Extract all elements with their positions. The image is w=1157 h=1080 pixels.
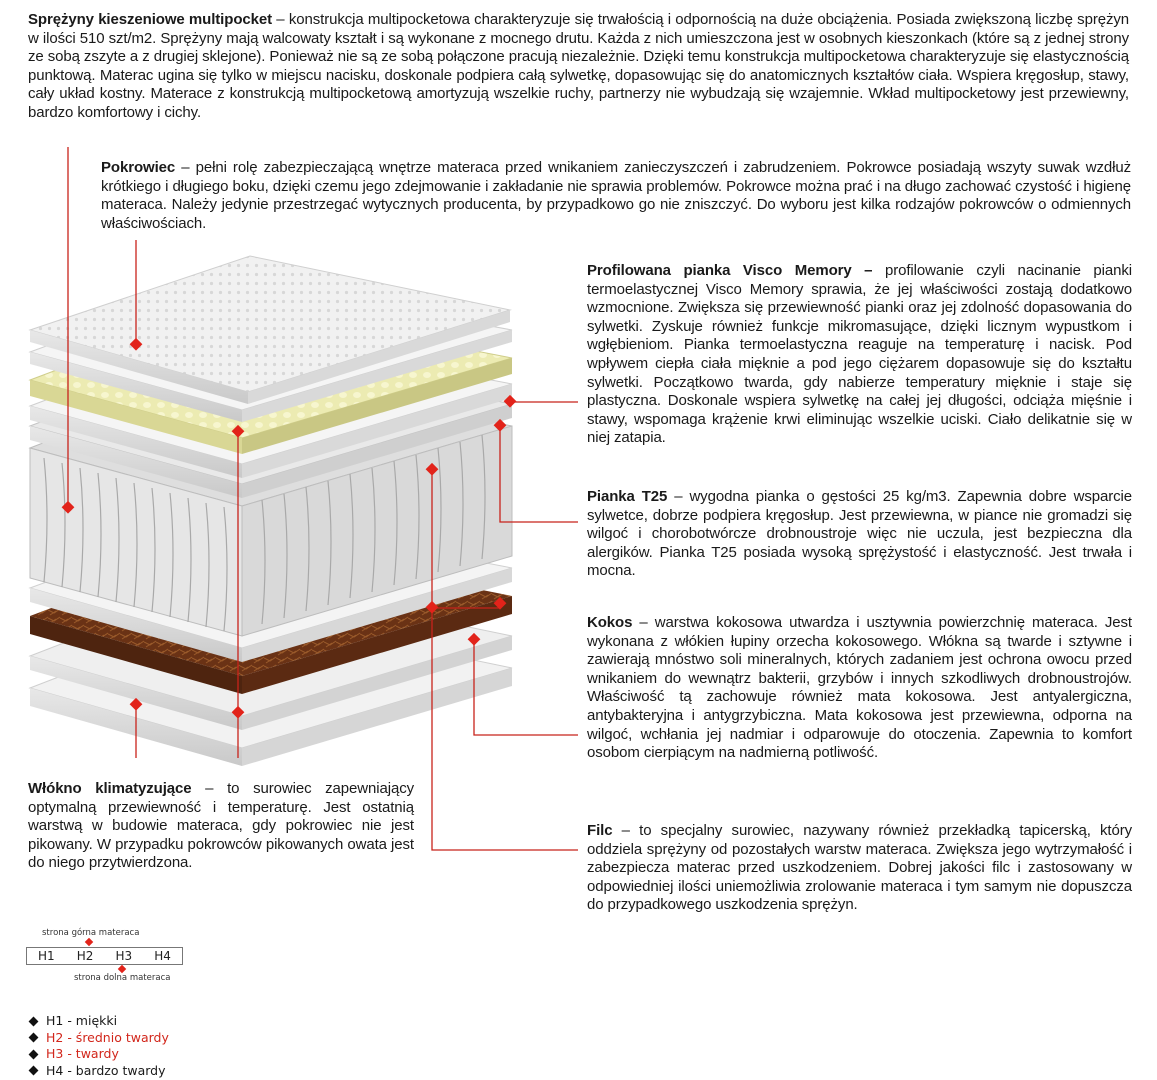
legend-item-h3 — [30, 1046, 169, 1063]
legend-label: H4 - bardzo twardy — [46, 1062, 166, 1078]
marker-felt-top — [426, 463, 439, 476]
coconut-text: – warstwa kokosowa utwardza i usztywnia powierzchnię materaca. Jest wykonana z włókien łupiny orzecha kokosowego. Włókna są twarde i sztywne i zawierają mnóstwo soli mineralnych, których zadaniem jest ochrona owocu przed wnikaniem do wewnątrz bakterii, grzybów i innych szkodliwych drobnoustrojów. Właściwość tą zachowuje również mata kokosowa. Jest antyalergiczna, antybakteryjna i antygrzybiczna. Mata kokosowa jest przewiewna, odporna na wilgoć, wchłania jej nadmiar i odparowuje do otoczenia. Zapewnia to komfort osobom cierpiącym na nadmierną potliwość. — [587, 614, 1132, 762]
t25-callout-line — [500, 426, 578, 522]
felt-text: – to specjalny surowiec, nazywany również przekładką tapicerską, który oddziela sprężyny od pozostałych warstw materaca. Zwiększa jego wytrzymałość i zabezpiecza materac przed uszkodzeniem. Dobrej jakości filc i zastosowany w odpowiedniej ilości uniemożliwia zrolowanie materaca i tym samym nie dopuszcza do przypadkowego uszkodzenia sprężyn. — [587, 822, 1132, 914]
mid-white-layer — [30, 278, 512, 422]
pocket-spring-core — [30, 370, 512, 636]
level-h1: H1 — [38, 949, 55, 963]
marker-t25-upper — [494, 419, 507, 432]
felt-callout-line — [432, 470, 578, 850]
marker-t25-lower — [494, 597, 507, 610]
marker-fiber-bottom-left — [130, 698, 143, 711]
felt-title: Filc — [587, 822, 613, 839]
hardness-legend — [30, 1013, 169, 1079]
bottom-fiber-layer — [30, 610, 512, 766]
fiber-description — [28, 780, 414, 873]
hardness-scale — [26, 928, 196, 988]
quilted-cover-layer — [30, 256, 510, 404]
diamond-bullet-icon — [29, 1066, 39, 1076]
fiber-text: – to surowiec zapewniający optymalną przewiewność i temperaturę. Jest ostatnią warstwą w budowie materaca, gdy pokrowiec nie jest pikowany. W przypadku pokrowców pikowanych owata jest do niego przytwierdzona. — [28, 780, 415, 872]
diamond-bullet-icon — [29, 1033, 39, 1043]
level-h3: H3 — [115, 949, 133, 963]
cover-title: Pokrowiec — [101, 159, 176, 176]
cover-description — [101, 159, 1131, 233]
marker-springs — [62, 501, 75, 514]
coconut-callout-line — [474, 640, 578, 735]
coconut-description — [587, 614, 1132, 763]
legend-label: H2 - średnio twardy — [46, 1029, 169, 1045]
upper-t25-layer — [30, 330, 512, 478]
diamond-bullet-icon — [29, 1049, 39, 1059]
callout-markers — [62, 338, 517, 719]
top-side-caption: strona górna materaca — [42, 928, 140, 938]
legend-item-h1 — [30, 1013, 169, 1030]
visco-memory-layer — [30, 304, 512, 454]
legend-item-h2 — [30, 1030, 169, 1047]
coconut-layer — [30, 540, 512, 694]
lower-t25-layer — [30, 514, 512, 662]
t25-text: – wygodna pianka o gęstości 25 kg/m3. Zapewnia dobre wsparcie sylwetce, dobrze podpiera kręgosłup. Jest przewiewna, w piance nie gromadzi się wilgoć i chorobotwórcze drobnoustroje więc nie uczula, jest bezpieczna dla alergików. Pianka T25 posiada wysoką sprężystość i elastyczność. Jest trwała i mocna. — [587, 488, 1132, 580]
diamond-bullet-icon — [29, 1016, 39, 1026]
marker-fiber-top — [232, 425, 245, 438]
coconut-title: Kokos — [587, 614, 633, 631]
hardness-levels — [26, 947, 183, 965]
springs-title: Sprężyny kieszeniowe multipocket — [28, 11, 273, 28]
legend-label: H3 - twardy — [46, 1046, 119, 1061]
upper-felt-layer — [30, 350, 512, 498]
bottom-side-caption: strona dolna materaca — [74, 973, 171, 983]
marker-cover — [130, 338, 143, 351]
t25-title: Pianka T25 — [587, 488, 668, 505]
legend-item-h4 — [30, 1063, 169, 1080]
marker-fiber-bottom-right — [232, 706, 245, 719]
visco-description — [587, 262, 1132, 448]
marker-coconut — [468, 633, 481, 646]
felt-description — [587, 822, 1132, 915]
springs-description — [28, 11, 1129, 123]
cover-text: – pełni rolę zabezpieczającą wnętrze materaca przed wnikaniem zanieczyszczeń i zabrudzeniem. Pokrowce posiadają wszyty suwak wzdłuż krótkiego i długiego boku, dzięki czemu jego zdejmowanie i zakładanie nie sprawia problemów. Pokrowce można prać i na długo zachować czystość i higienę materaca. Należy jedynie przestrzegać wytycznych producenta, by przypadkowo go nie zniszczyć. Do wyboru jest kilka rodzajów pokrowców o odmiennych właściwościach. — [101, 159, 1131, 232]
fiber-title: Włókno klimatyzujące — [28, 780, 192, 797]
visco-text: profilowanie czyli nacinanie pianki termoelastycznej Visco Memory sprawia, że jej właściwości zostają dodatkowo wzmocnione. Zwiększa się przewiewność pianki oraz jej zdolność dopasowania do sylwetki. Zyskuje również funkcje mikromasujące, dzięki licznym wypustkom i wgłębieniom. Pianka termoelastyczna reaguje na temperaturę i nacisk. Pod wpływem ciepła ciała mięknie a pod jego ciężarem dopasowuje się do kształtu sylwetki. Początkowo twarda, gdy nabierze temperatury mięknie i staje się plastyczna. Doskonale wspiera sylwetkę na całej jej długości, odciąża mięśnie i stawy, wspomaga krążenie krwi eliminując wszelkie uciski. Ciało delikatnie się w niej zatapia. — [587, 262, 1132, 447]
bottom-felt-layer — [30, 578, 512, 730]
marker-felt-bottom — [426, 601, 439, 614]
springs-text: – konstrukcja multipocketowa charakteryzuje się trwałością i odpornością na duże obciążenia. Posiada zwiększoną liczbę sprężyn w ilości 510 szt/m2. Sprężyny mają walcowaty kształt i są wykonane z mocnego drutu. Każda z nich umieszczona jest w osobnych kieszonkach (które są z jednej strony ze sobą zszyte a z drugiej sklejone). Ponieważ nie są ze sobą połączone pracują niezależnie. Dzięki temu konstrukcja multipocketowa charakteryzuje się elastycznością punktową. Materac ugina się tylko w miejscu nacisku, doskonale podpiera całą sylwetkę, dopasowując się do anatomicznych kształtów ciała. Wspiera kręgosłup, stawy, cały układ kostny. Materace z konstrukcją multipocketową amortyzują wszelkie ruchy, partnerzy nie wybudzają się wzajemnie. Wkład multipocketowy jest przewiewny, bardzo komfortowy i cichy. — [28, 11, 1130, 121]
legend-label: H1 - miękki — [46, 1013, 118, 1028]
t25-description — [587, 488, 1132, 581]
marker-visco — [504, 395, 517, 408]
level-h2: H2 — [76, 949, 94, 963]
top-side-marker — [85, 938, 93, 946]
level-h4: H4 — [154, 949, 171, 963]
visco-title: Profilowana pianka Visco Memory – — [587, 262, 873, 279]
bottom-side-marker — [118, 965, 126, 973]
